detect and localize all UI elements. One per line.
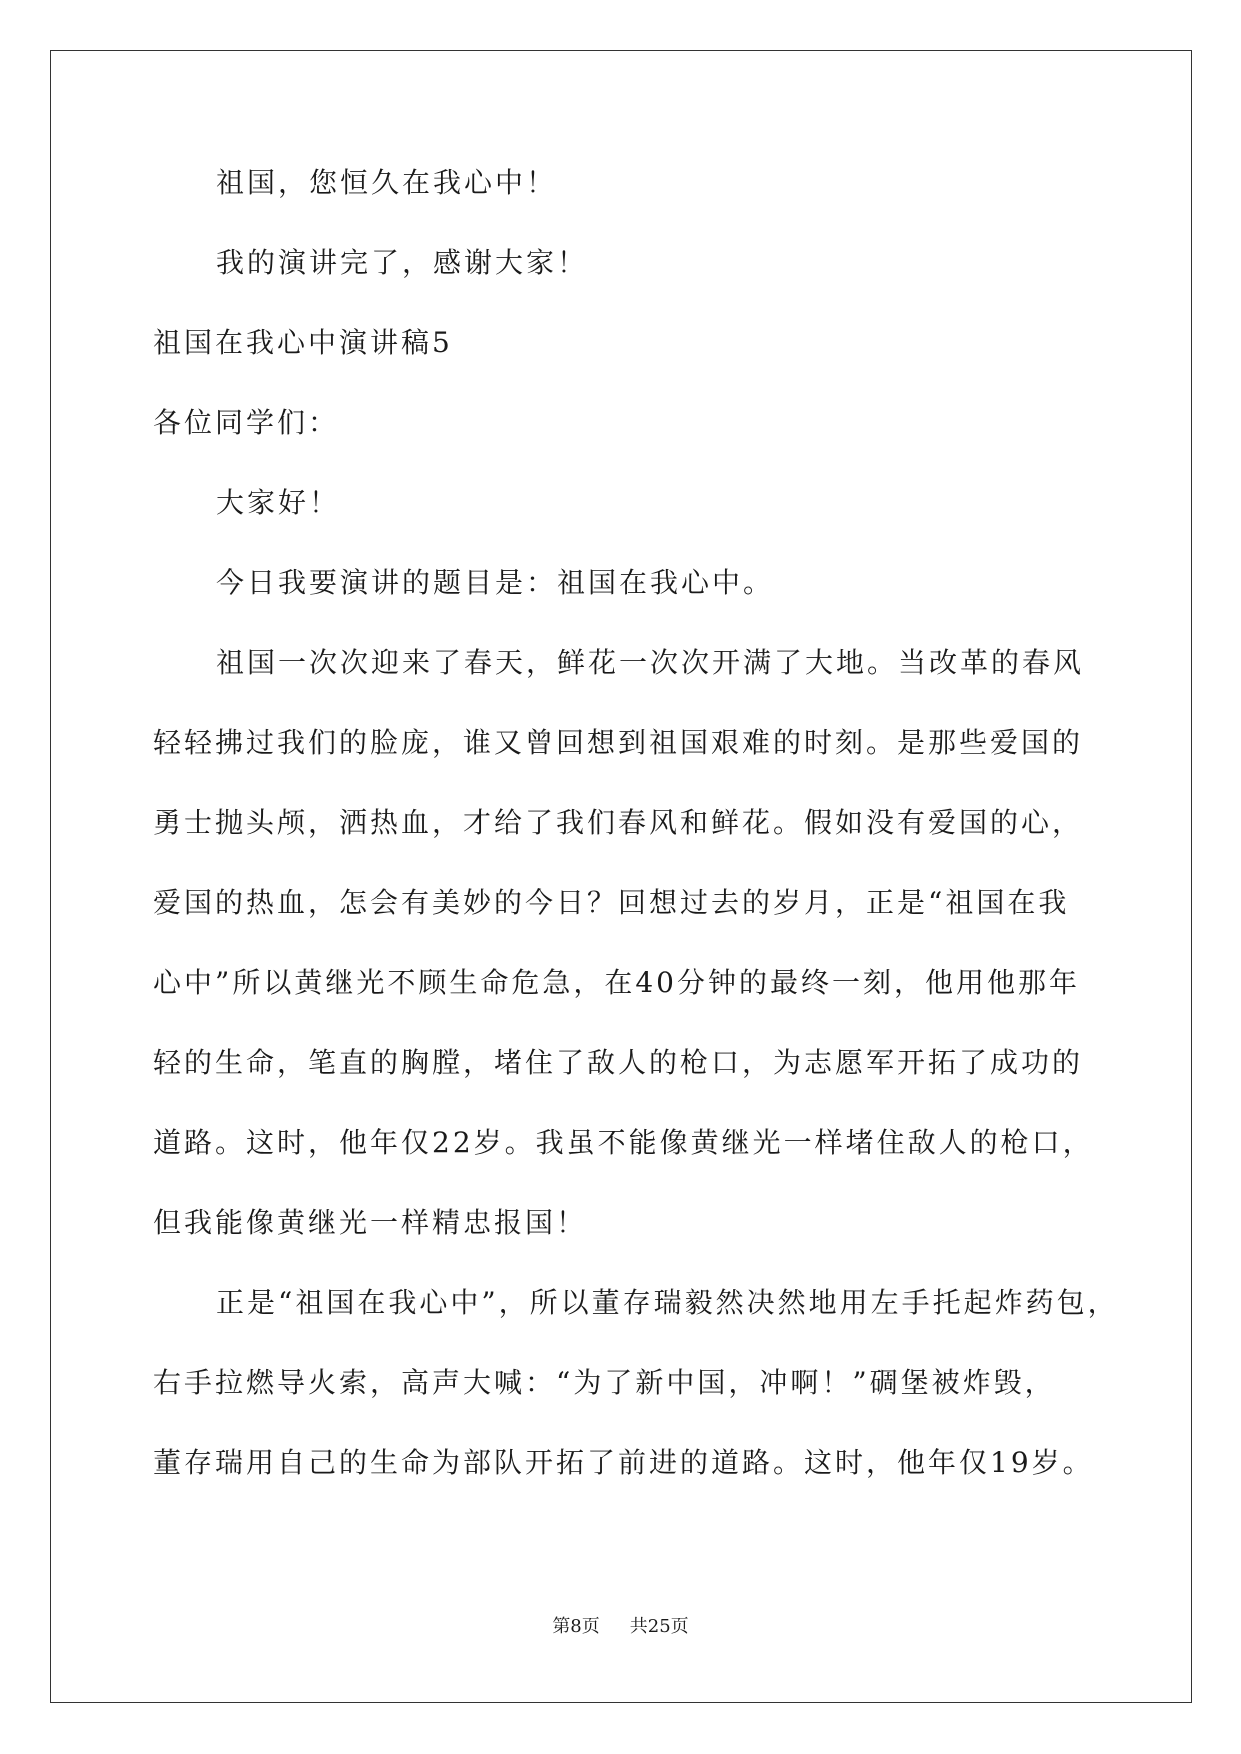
paragraph-line: 右手拉燃导火索，高声大喊：“为了新中国，冲啊！”碉堡被炸毁， bbox=[153, 1366, 1056, 1399]
paragraph-line: 大家好！ bbox=[216, 486, 341, 519]
page-footer bbox=[0, 1615, 1241, 1639]
paragraph-line: 正是“祖国在我心中”，所以董存瑞毅然决然地用左手托起炸药包， bbox=[216, 1286, 1119, 1319]
paragraph-line: 今日我要演讲的题目是：祖国在我心中。 bbox=[216, 566, 775, 599]
paragraph-line: 心中”所以黄继光不顾生命危急，在40分钟的最终一刻，他用他那年 bbox=[153, 966, 1080, 999]
paragraph-line: 轻的生命，笔直的胸膛，堵住了敌人的枪口，为志愿军开拓了成功的 bbox=[153, 1046, 1084, 1079]
paragraph-line: 我的演讲完了，感谢大家！ bbox=[216, 246, 589, 279]
page-number: 第8页 bbox=[552, 1616, 600, 1637]
paragraph-line: 勇士抛头颅，洒热血，才给了我们春风和鲜花。假如没有爱国的心， bbox=[153, 806, 1084, 839]
paragraph-line: 祖国一次次迎来了春天，鲜花一次次开满了大地。当改革的春风 bbox=[216, 646, 1085, 679]
section-title: 祖国在我心中演讲稿5 bbox=[153, 326, 453, 359]
paragraph-line: 祖国，您恒久在我心中！ bbox=[216, 166, 558, 199]
paragraph-line: 轻轻拂过我们的脸庞，谁又曾回想到祖国艰难的时刻。是那些爱国的 bbox=[153, 726, 1084, 759]
paragraph-line: 道路。这时，他年仅22岁。我虽不能像黄继光一样堵住敌人的枪口， bbox=[153, 1126, 1094, 1159]
paragraph-line: 董存瑞用自己的生命为部队开拓了前进的道路。这时，他年仅19岁。 bbox=[153, 1446, 1094, 1479]
salutation: 各位同学们： bbox=[153, 406, 340, 439]
page-total: 共25页 bbox=[629, 1616, 689, 1637]
paragraph-line: 但我能像黄继光一样精忠报国！ bbox=[153, 1206, 588, 1239]
paragraph-line: 爱国的热血，怎会有美妙的今日？回想过去的岁月，正是“祖国在我 bbox=[153, 886, 1070, 919]
